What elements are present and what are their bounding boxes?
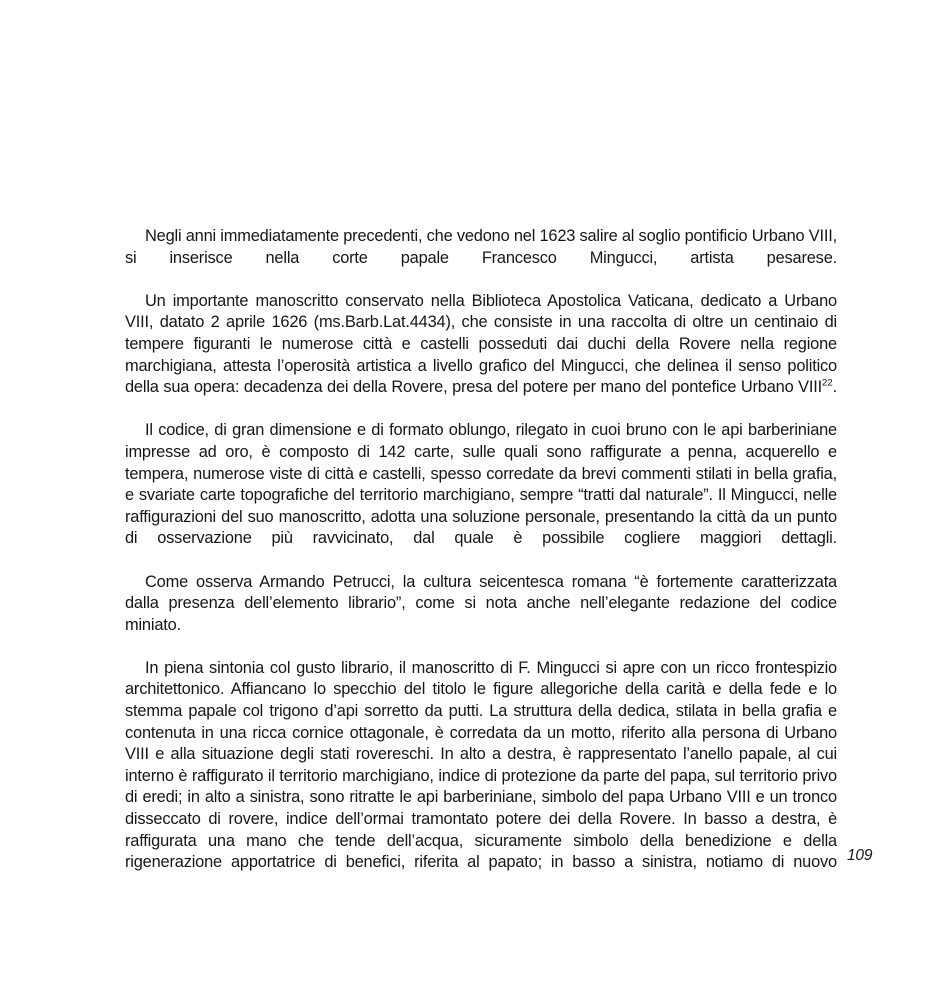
paragraph-3: Il codice, di gran dimensione e di formato oblungo, rilegato in cuoi bruno con le api barberiniane impresse ad oro, è composto di 142 carte, sulle quali sono raffigurate a penna, acquerello e tempera, numerose viste di città e castelli, spesso corredate da brevi commenti stilati in bella grafia, e svariate carte topografiche del territorio marchigiano, sempre “tratti dal naturale”. Il Mingucci, nelle raffigurazioni del suo manoscritto, adotta una soluzione personale, presentando la città da un punto di osservazione più ravvicinato, dal quale è possibile cogliere maggiori dettagli. <box>125 421 837 548</box>
paragraph-2-text-tail: . <box>832 378 837 397</box>
body-text-column <box>125 226 837 895</box>
paragraph-1: Negli anni immediatamente precedenti, che vedono nel 1623 salire al soglio pontificio Urbano VIII, si inserisce nella corte papale Francesco Mingucci, artista pesarese. <box>125 227 837 267</box>
paragraph-4: Come osserva Armando Petrucci, la cultura seicentesca romana “è fortemente caratterizzata dalla presenza dell’elemento librario”, come si nota anche nell’elegante redazione del codice miniato. <box>125 572 837 634</box>
page-number: 109 <box>847 847 873 864</box>
footnote-reference-marker[interactable]: 22 <box>822 377 833 389</box>
paragraph-2 <box>125 291 837 421</box>
paragraph-5: In piena sintonia col gusto librario, il manoscritto di F. Mingucci si apre con un ricco frontespizio architettonico. Affiancano lo specchio del titolo le figure allegoriche della carità e della fede e lo stemma papale col trigono d’api sorretto da putti. La struttura della dedica, stilata in bella grafia e contenuta in una ricca cornice ottagonale, è corredata da un motto, riferito alla persona di Urbano VIII e alla situazione degli stati rovereschi. In alto a destra, è rappresentato l’anello papale, al cui interno è raffigurato il territorio marchigiano, indice di protezione da parte del papa, sul territorio privo di eredi; in alto a sinistra, sono ritratte le api barberiniane, simbolo del papa Urbano VIII e un tronco disseccato di rovere, indice dell’ormai tramontato potere dei della Rovere. In basso a destra, è raffigurata una mano che tende dell’acqua, sicuramente simbolo della benedizione e della rigenerazione apportatrice di benefici, riferita al papato; in basso a sinistra, notiamo di nuovo <box>125 658 837 872</box>
paragraph-2-text: Un importante manoscritto conservato nella Biblioteca Apostolica Vaticana, dedicato a Urbano VIII, datato 2 aprile 1626 (ms.Barb.Lat.4434), che consiste in una raccolta di oltre un centinaio di tempere figuranti le numerose città e castelli posseduti dai duchi della Rovere nella regione marchigiana, attesta l’operosità artistica a livello grafico del Mingucci, che delinea il senso politico della sua opera: decadenza dei della Rovere, presa del potere per mano del pontefice Urbano VIII <box>125 291 837 397</box>
